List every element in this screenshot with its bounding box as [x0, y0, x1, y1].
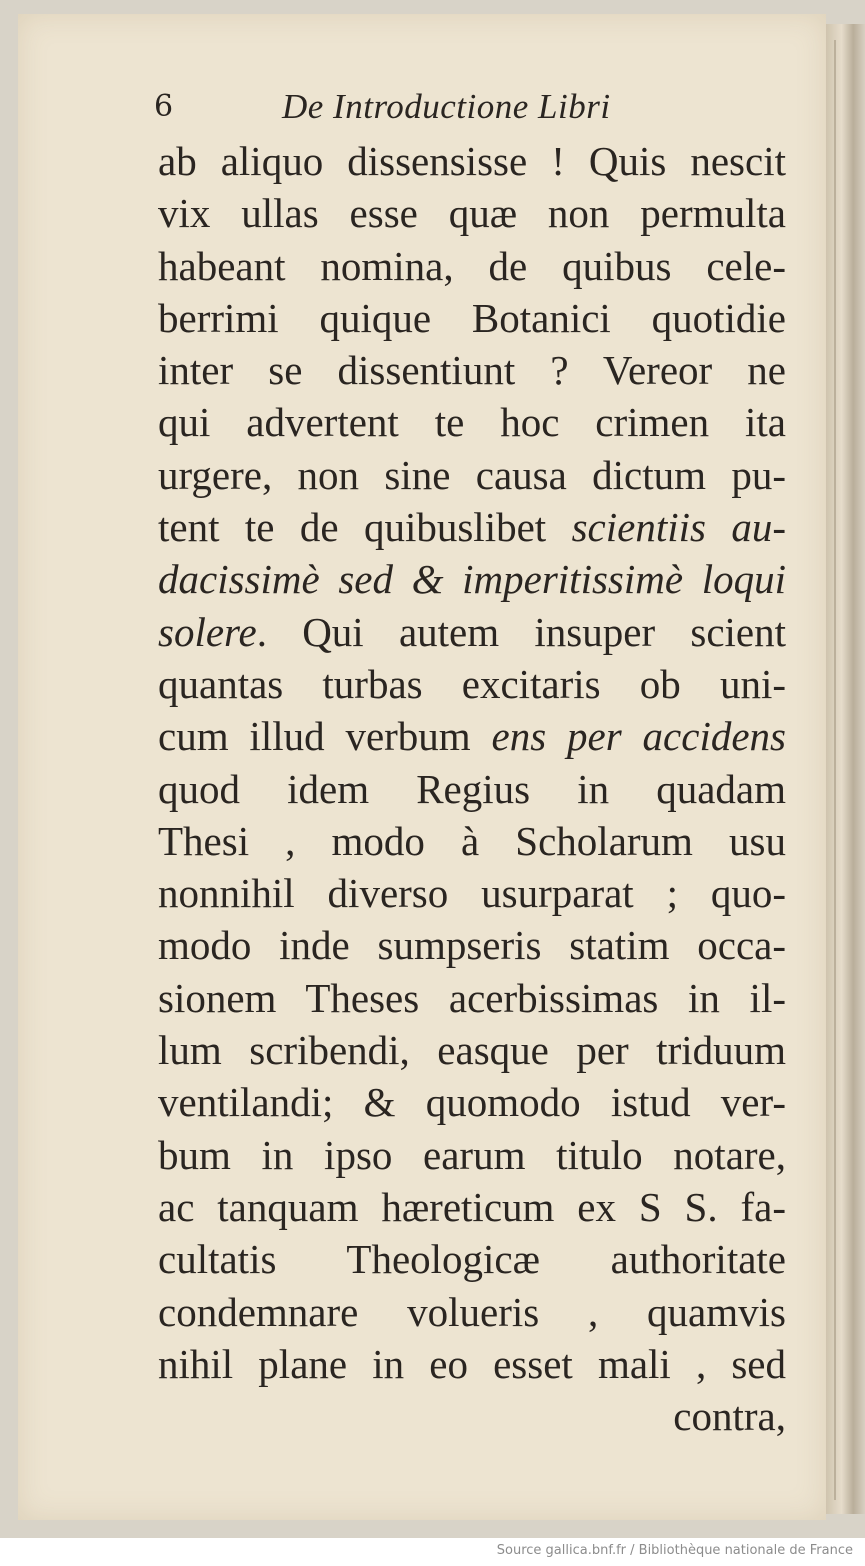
text-line [158, 867, 786, 919]
text-segment: Thesi , modo à Scholarum usu [158, 817, 786, 864]
page-edge-shadow [834, 40, 836, 1500]
text-line [158, 1129, 786, 1181]
text-segment: berrimi quique Botanici quotidie [158, 294, 786, 341]
text-segment: quantas turbas excitaris ob uni- [158, 660, 786, 707]
text-line [158, 919, 786, 971]
text-line [158, 606, 786, 658]
running-head [154, 85, 794, 129]
text-segment: bum in ipso earum titulo notare, [158, 1131, 786, 1178]
page-number: 6 [154, 89, 174, 124]
text-line [158, 449, 786, 501]
text-segment: ab aliquo dissensisse ! Quis nescit [158, 138, 786, 184]
text-segment: vix ullas esse quæ non permulta [158, 190, 786, 237]
text-line [158, 815, 786, 867]
text-segment: contra, [673, 1393, 786, 1440]
text-segment: nihil plane in eo esset mali , sed [158, 1340, 786, 1387]
text-segment: cultatis Theologicæ authoritate [158, 1236, 786, 1283]
source-footer [0, 1538, 865, 1566]
text-line [158, 710, 786, 762]
text-line [158, 292, 786, 344]
text-segment: tent te de quibuslibet [158, 504, 572, 551]
page-stack-edge [826, 24, 865, 1514]
text-segment: sionem Theses acerbissimas in il- [158, 974, 786, 1021]
italic-segment: ens per accidens [491, 713, 786, 760]
text-segment: lum scribendi, easque per triduum [158, 1027, 786, 1074]
italic-segment: dacissimè sed & imperitissimè loqui [158, 556, 786, 603]
text-line [158, 763, 786, 815]
text-segment: cum illud verbum [158, 713, 492, 760]
text-segment: quod idem Regius in quadam [158, 765, 786, 812]
text-line [158, 1390, 786, 1442]
text-segment: ac tanquam hæreticum ex S S. fa- [158, 1183, 786, 1230]
text-line [158, 396, 786, 448]
source-credit: Source gallica.bnf.fr / Bibliothèque nationale de France [496, 1543, 853, 1558]
text-line [158, 240, 786, 292]
italic-segment: solere [158, 608, 257, 655]
text-segment: urgere, non sine causa dictum pu- [158, 451, 786, 498]
text-segment: habeant nomina, de quibus cele- [158, 242, 786, 289]
text-segment: qui advertent te hoc crimen ita [158, 399, 786, 446]
text-segment: inter se dissentiunt ? Vereor ne [158, 347, 786, 394]
text-line [158, 501, 786, 553]
text-line [158, 1286, 786, 1338]
text-line [158, 344, 786, 396]
text-segment: modo inde sumpseris statim occa- [158, 922, 786, 969]
text-segment: ventilandi; & quomodo istud ver- [158, 1079, 786, 1126]
text-segment: nonnihil diverso usurparat ; quo- [158, 870, 786, 917]
running-title: De Introductione Libri [282, 87, 611, 126]
text-line [158, 658, 786, 710]
text-line [158, 1338, 786, 1390]
text-line [158, 1181, 786, 1233]
italic-segment: scientiis au- [571, 504, 786, 551]
text-line [158, 972, 786, 1024]
text-segment: . Qui autem insuper scient [256, 608, 786, 655]
body-text [158, 135, 786, 1442]
text-line [158, 553, 786, 605]
text-line [158, 1076, 786, 1128]
text-line [158, 1024, 786, 1076]
text-line [158, 135, 786, 187]
text-line [158, 1233, 786, 1285]
text-line [158, 187, 786, 239]
text-segment: condemnare volueris , quamvis [158, 1288, 786, 1335]
